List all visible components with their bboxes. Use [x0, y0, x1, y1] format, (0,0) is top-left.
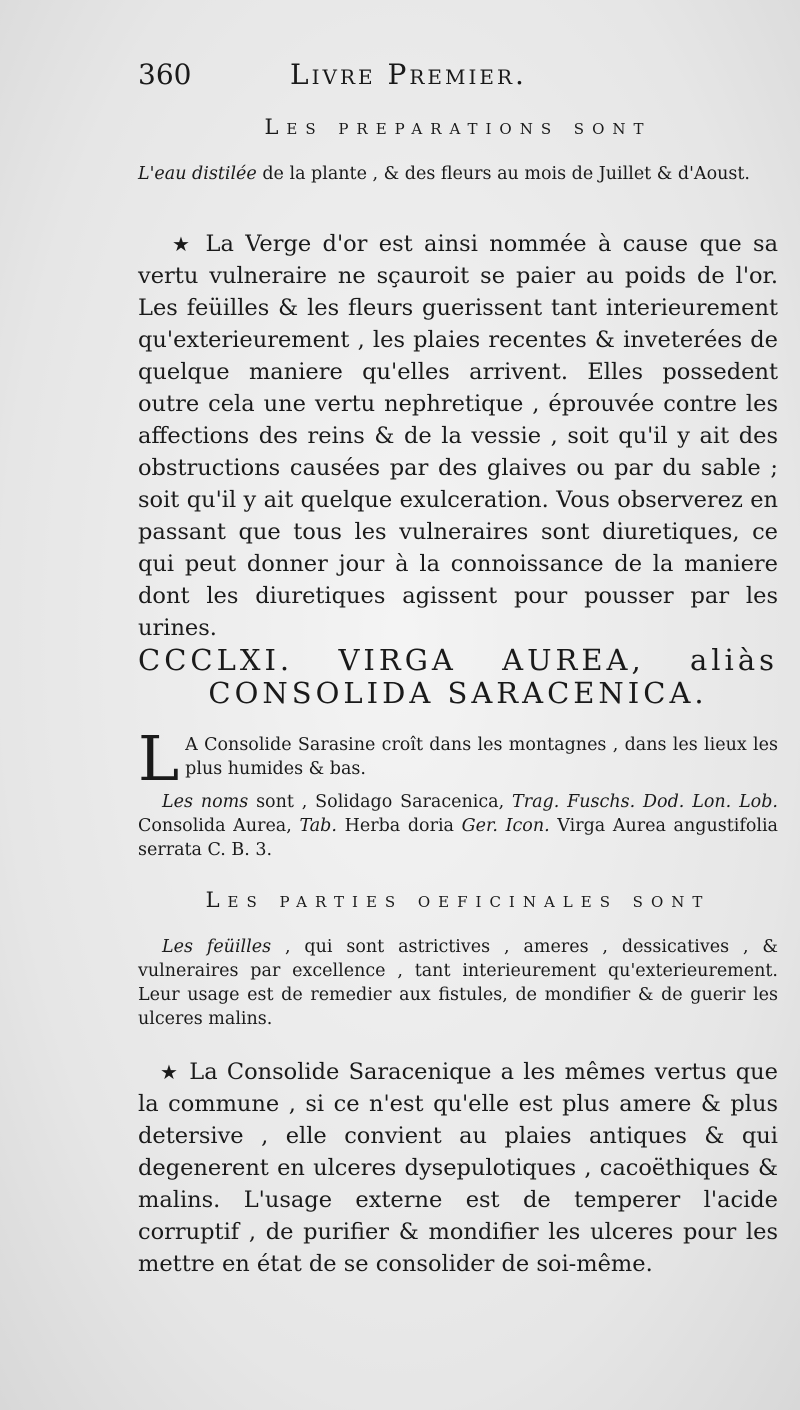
names-label: Les noms — [162, 792, 249, 812]
drop-cap: L — [138, 722, 180, 795]
preparation-text: de la plante , & des fleurs au mois de Juillet & d'Aoust. — [256, 164, 750, 184]
chapter-title — [138, 644, 778, 710]
names-paragraph — [138, 790, 778, 862]
asterism-star-icon-2: ★ — [160, 1060, 181, 1084]
official-parts-paragraph — [138, 935, 778, 1031]
saracen-note-paragraph — [138, 1056, 778, 1280]
names-text-2: Consolida Aurea, — [138, 816, 300, 836]
official-parts-term: Les feüilles — [162, 937, 272, 957]
chapter-title-line-2: CONSOLIDA SARACENICA. — [208, 676, 708, 710]
names-text-4: Virga Aurea angustifolia serrata C. B. 3. — [138, 816, 778, 860]
names-text-3: Herba doria — [336, 816, 462, 836]
description-text: A Consolide Sarasine croît dans les montagnes , dans les lieux les plus humides & bas. — [185, 735, 778, 779]
description-paragraph — [138, 722, 778, 795]
asterism-star-icon: ★ — [172, 232, 195, 256]
names-reference-2: Tab. — [299, 816, 337, 836]
names-text-1: sont , Solidago Saracenica, — [248, 792, 513, 812]
virtue-note-text: La Verge d'or est ainsi nommée à cause que sa vertu vulneraire ne sçauroit se paier au poids de l'or. Les feüilles & les fleurs guerissent tant interieurement qu'exterieurement , les plaies recentes & inveterées de quelque maniere qu'elles arrivent. Elles possedent outre cela une vertu nephretique , éprouvée contre les affections des reins & de la vessie , soit qu'il y ait des obstructions causées par des glaives ou par du sable ; soit qu'il y ait quelque exulceration. Vous observerez en passant que tous les vulneraires sont diuretiques, ce qui peut donner jour à la connoissance de la maniere dont les diuretiques agissent pour pousser par les urines. — [138, 231, 778, 641]
page-number: 360 — [138, 58, 192, 91]
names-reference-3: Ger. Icon. — [461, 816, 550, 836]
preparations-heading: Les preparations sont — [264, 115, 652, 139]
official-parts-heading: Les parties oeficinales sont — [205, 888, 711, 912]
saracen-note-text: La Consolide Saracenique a les mêmes vertus que la commune , si ce n'est qu'elle est plus amere & plus detersive , elle convient au plaies antiques & qui degenerent en ulceres dysepulotiques , cacoëthiques & malins. L'usage externe est de temperer l'acide corruptif , de purifier & mondifier les ulceres pour les mettre en état de se consolider de soi-même. — [138, 1059, 778, 1277]
virtue-note-paragraph — [138, 228, 778, 644]
chapter-title-line-1: CCCLXI. VIRGA AUREA, aliàs — [138, 643, 778, 677]
official-parts-text: , qui sont astrictives , ameres , dessicatives , & vulneraires par excellence , tant interieurement qu'exterieurement. Leur usage est de remedier aux fistules, de mondifier & de guerir les ulceres malins. — [138, 937, 778, 1029]
page-header — [138, 58, 778, 98]
preparations-paragraph — [138, 162, 778, 186]
names-reference-1: Trag. Fuschs. Dod. Lon. Lob. — [512, 792, 778, 812]
preparation-term: L'eau distilée — [138, 164, 257, 184]
running-title: Livre Premier. — [290, 58, 527, 91]
